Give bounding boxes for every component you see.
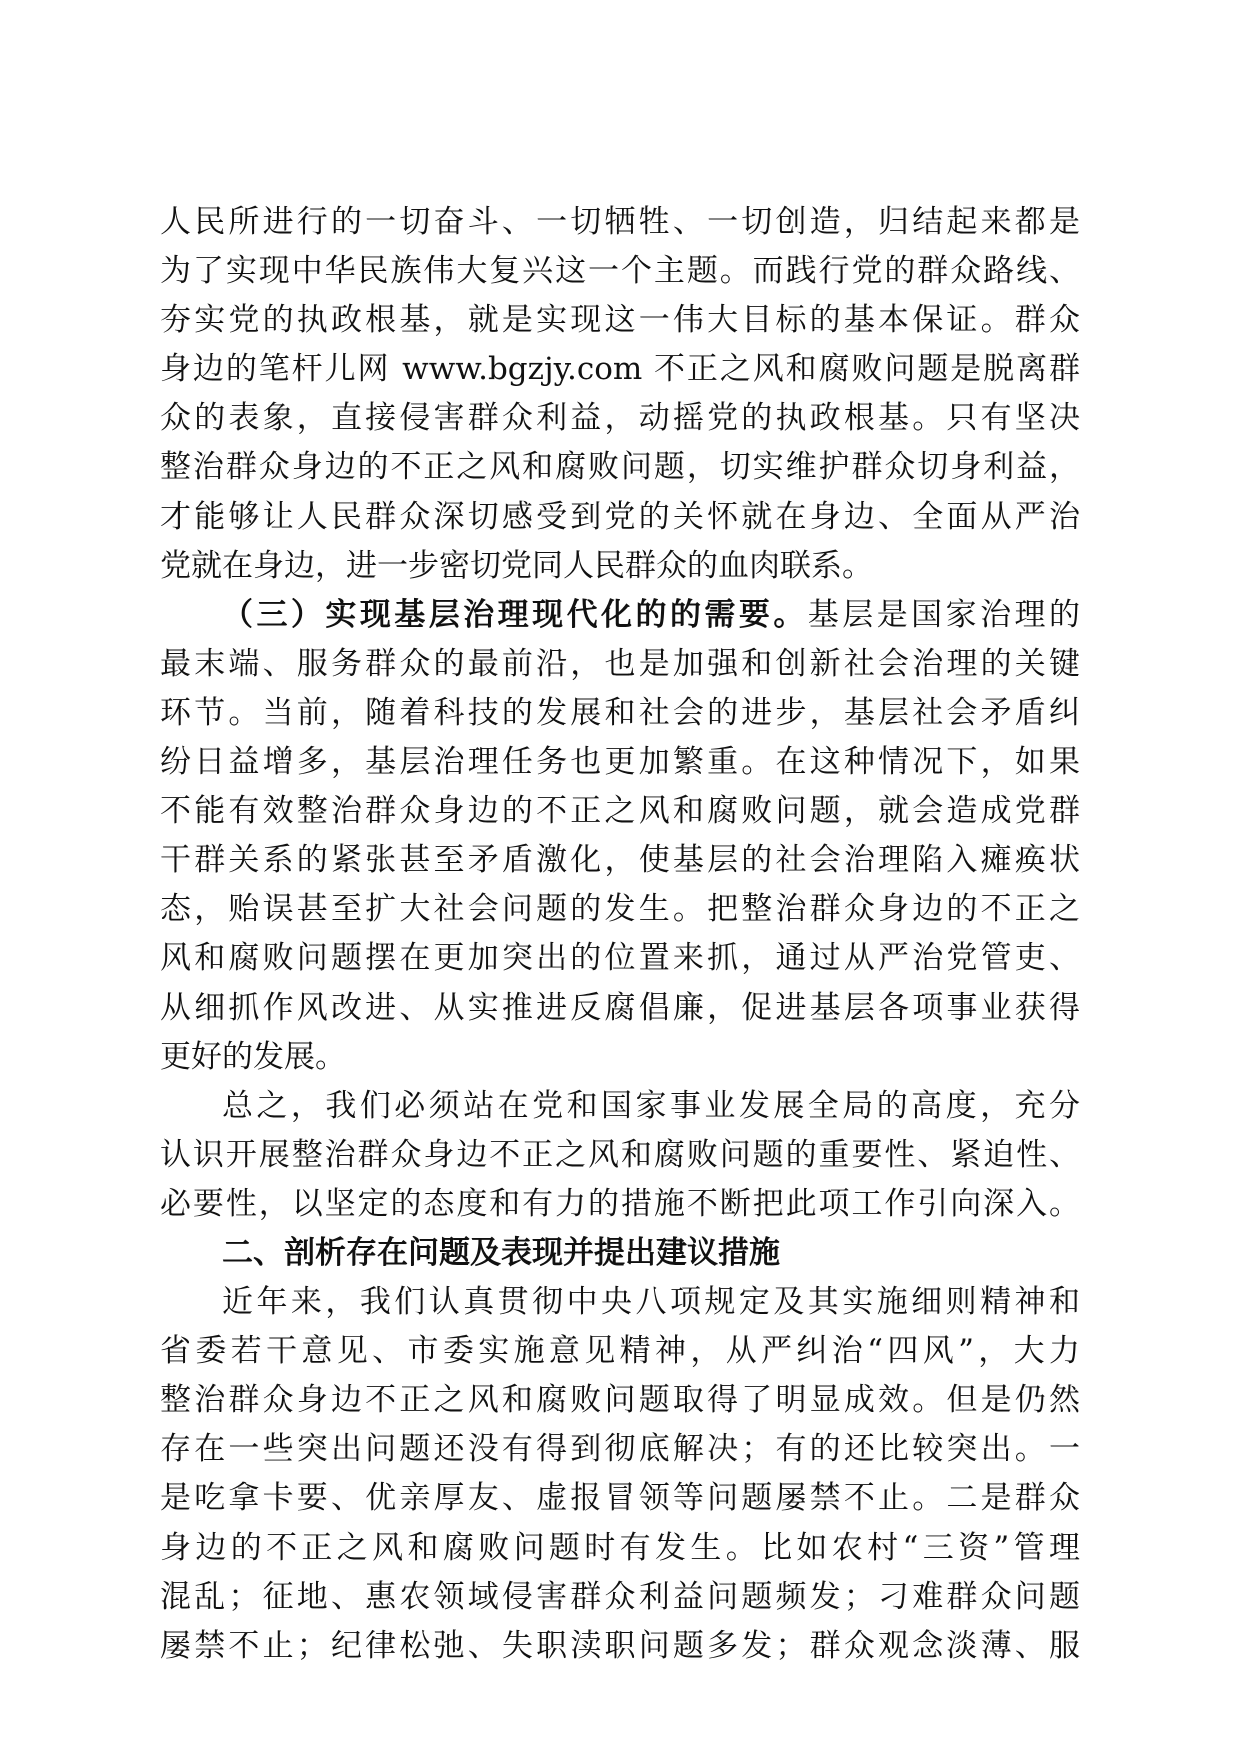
paragraph-line: 不能有效整治群众身边的不正之风和腐败问题，就会造成党群 — [160, 793, 1080, 830]
summary-line: 必要性，以坚定的态度和有力的措施不断把此项工作引向深入。 — [160, 1185, 1080, 1222]
section-2-heading: 二、剖析存在问题及表现并提出建议措施 — [222, 1234, 780, 1271]
section-3-first-rest: 基层是国家治理的 — [807, 596, 1080, 633]
section-3-heading: （三）实现基层治理现代化的的需要。 — [222, 596, 808, 633]
paragraph-line: 为了实现中华民族伟大复兴这一个主题。而践行党的群众路线、 — [160, 253, 1080, 290]
paragraph-line: 身边的笔杆儿网 www.bgzjy.com 不正之风和腐败问题是脱离群 — [160, 351, 1080, 388]
document-body — [160, 198, 1080, 1671]
paragraph-line: 众的表象，直接侵害群众利益，动摇党的执政根基。只有坚决 — [160, 400, 1080, 437]
summary-line: 总之，我们必须站在党和国家事业发展全局的高度，充分 — [222, 1087, 1080, 1124]
paragraph-line: 省委若干意见、市委实施意见精神，从严纠治“四风”，大力 — [160, 1333, 1080, 1370]
section-3-first-line — [160, 591, 1080, 640]
paragraph-line: 屡禁不止；纪律松弛、失职渎职问题多发；群众观念淡薄、服 — [160, 1627, 1080, 1664]
paragraph-line: 态，贻误甚至扩大社会问题的发生。把整治群众身边的不正之 — [160, 891, 1080, 928]
paragraph-line: 混乱；征地、惠农领域侵害群众利益问题频发；刁难群众问题 — [160, 1578, 1080, 1615]
paragraph-line: 党就在身边，进一步密切党同人民群众的血肉联系。 — [160, 547, 873, 584]
paragraph-line: 人民所进行的一切奋斗、一切牺牲、一切创造，归结起来都是 — [160, 204, 1080, 240]
paragraph-line: 整治群众身边不正之风和腐败问题取得了明显成效。但是仍然 — [160, 1382, 1080, 1419]
paragraph-line: 纷日益增多，基层治理任务也更加繁重。在这种情况下，如果 — [160, 744, 1080, 781]
summary-line: 认识开展整治群众身边不正之风和腐败问题的重要性、紧迫性、 — [160, 1136, 1080, 1173]
paragraph-line: 存在一些突出问题还没有得到彻底解决；有的还比较突出。一 — [160, 1431, 1080, 1468]
paragraph-line: 从细抓作风改进、从实推进反腐倡廉，促进基层各项事业获得 — [160, 989, 1080, 1026]
paragraph-line: 近年来，我们认真贯彻中央八项规定及其实施细则精神和 — [222, 1284, 1080, 1321]
paragraph-line: 环节。当前，随着科技的发展和社会的进步，基层社会矛盾纠 — [160, 694, 1080, 731]
paragraph-line: 更好的发展。 — [160, 1038, 346, 1075]
paragraph-line: 才能够让人民群众深切感受到党的关怀就在身边、全面从严治 — [160, 498, 1080, 535]
paragraph-line: 整治群众身边的不正之风和腐败问题，切实维护群众切身利益， — [160, 449, 1080, 486]
paragraph-line: 夯实党的执政根基，就是实现这一伟大目标的基本保证。群众 — [160, 302, 1080, 339]
paragraph-line: 是吃拿卡要、优亲厚友、虚报冒领等问题屡禁不止。二是群众 — [160, 1480, 1080, 1517]
paragraph-line: 风和腐败问题摆在更加突出的位置来抓，通过从严治党管吏、 — [160, 940, 1080, 977]
paragraph-line: 身边的不正之风和腐败问题时有发生。比如农村“三资”管理 — [160, 1529, 1080, 1566]
paragraph-line: 最末端、服务群众的最前沿，也是加强和创新社会治理的关键 — [160, 645, 1080, 682]
paragraph-line: 干群关系的紧张甚至矛盾激化，使基层的社会治理陷入瘫痪状 — [160, 842, 1080, 879]
